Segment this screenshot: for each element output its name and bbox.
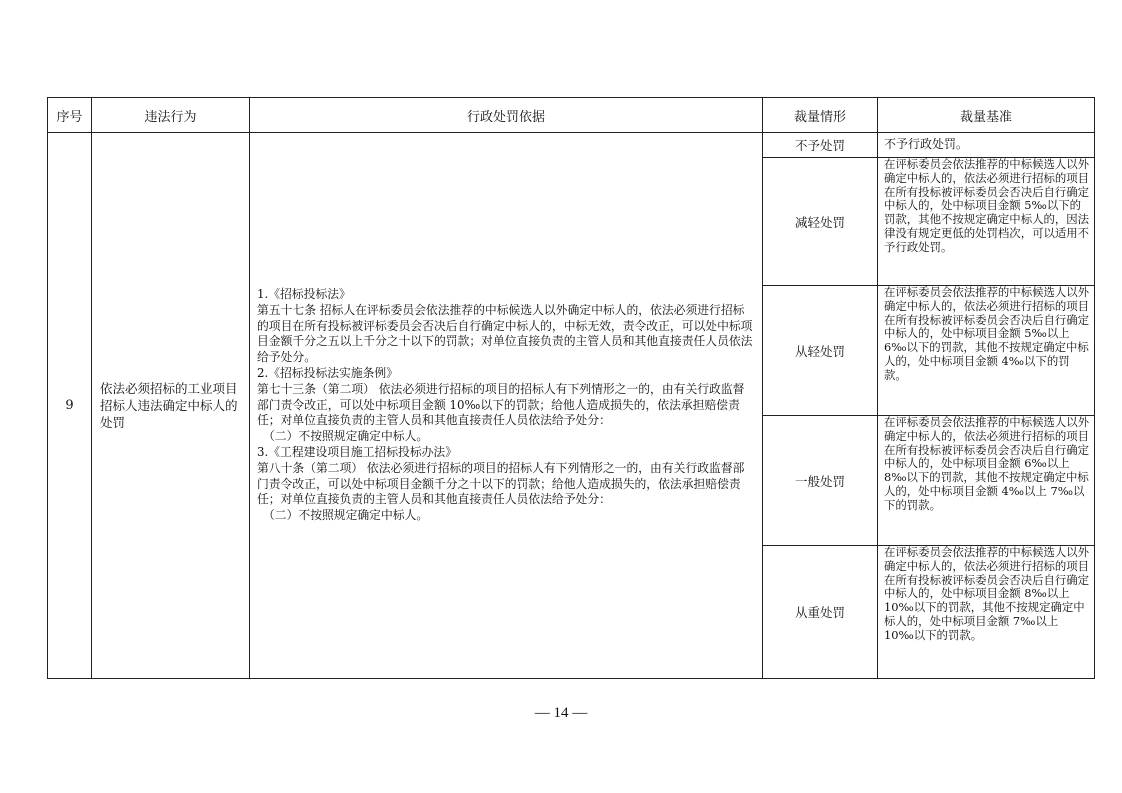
level-standard-no-penalty: 不予行政处罚。 [878, 133, 1095, 158]
level-label-heavier: 从重处罚 [763, 546, 878, 679]
level-label-general: 一般处罚 [763, 416, 878, 546]
header-level: 裁量情形 [763, 98, 878, 133]
basis-law-2-item: （二）不按照规定确定中标人。 [263, 429, 429, 444]
level-standard-heavier: 在评标委员会依法推荐的中标候选人以外确定中标人的，依法必须进行招标的项目在所有投标被评标委员会否决后自行确定中标人的，处中标项目金额 8‰以上 10‰以下的罚款，其他不按规定确定中标人的，处中标项目金额 7‰以上 10‰以下的罚款。 [878, 546, 1095, 679]
penalty-basis [250, 133, 763, 679]
basis-law-2-article: 第七十三条（第二项） 依法必须进行招标的项目的招标人有下列情形之一的，由有关行政监督部门责令改正，可以处中标项目金额 10‰以下的罚款；给他人造成损失的，依法承担赔偿责任；对单位直接负责的主管人员和其他直接责任人员依法给予处分： [257, 381, 745, 428]
basis-law-1-article: 第五十七条 招标人在评标委员会依法推荐的中标候选人以外确定中标人的，依法必须进行招标的项目在所有投标被评标委员会否决后自行确定中标人的，中标无效，责令改正，可以处中标项目金额千分之五以上千分之十以下的罚款；对单位直接负责的主管人员和其他直接责任人员依法给予处分。 [257, 302, 753, 365]
header-standard: 裁量基准 [878, 98, 1095, 133]
level-label-lighter: 从轻处罚 [763, 286, 878, 416]
level-label-mitigated: 减轻处罚 [763, 158, 878, 286]
level-standard-general: 在评标委员会依法推荐的中标候选人以外确定中标人的，依法必须进行招标的项目在所有投标被评标委员会否决后自行确定中标人的，处中标项目金额 6‰以上 8‰以下的罚款，其他不按规定确定中标人的，处中标项目金额 4‰以上 7‰以下的罚款。 [878, 416, 1095, 546]
page-number: — 14 — [534, 705, 588, 721]
header-no: 序号 [48, 98, 92, 133]
basis-law-3-item: （二）不按照规定确定中标人。 [263, 508, 429, 523]
penalty-table [47, 97, 1095, 679]
row-number: 9 [48, 133, 92, 679]
level-standard-mitigated: 在评标委员会依法推荐的中标候选人以外确定中标人的，依法必须进行招标的项目在所有投标被评标委员会否决后自行确定中标人的，处中标项目金额 5‰以下的罚款，其他不按规定确定中标人的，因法律没有规定更低的处罚档次，可以适用不予行政处罚。 [878, 158, 1095, 286]
basis-law-3-article: 第八十条（第二项） 依法必须进行招标的项目的招标人有下列情形之一的，由有关行政监督部门责令改正，可以处中标项目金额千分之十以下的罚款；给他人造成损失的，依法承担赔偿责任；对单位直接负责的主管人员和其他直接责任人员依法给予处分： [257, 460, 745, 507]
table-row [48, 133, 1095, 158]
level-standard-lighter: 在评标委员会依法推荐的中标候选人以外确定中标人的，依法必须进行招标的项目在所有投标被评标委员会否决后自行确定中标人的，处中标项目金额 5‰以上 6‰以下的罚款，其他不按规定确定中标人的，处中标项目金额 4‰以下的罚款。 [878, 286, 1095, 416]
basis-law-2-title: 2.《招标投标法实施条例》 [257, 366, 399, 380]
header-row [48, 98, 1095, 133]
basis-law-3-title: 3.《工程建设项目施工招标投标办法》 [257, 444, 458, 459]
basis-law-1-title: 1.《招标投标法》 [257, 287, 351, 302]
level-label-no-penalty: 不予处罚 [763, 133, 878, 158]
header-act: 违法行为 [92, 98, 250, 133]
illegal-act: 依法必须招标的工业项目招标人违法确定中标人的处罚 [92, 133, 250, 679]
header-basis: 行政处罚依据 [250, 98, 763, 133]
